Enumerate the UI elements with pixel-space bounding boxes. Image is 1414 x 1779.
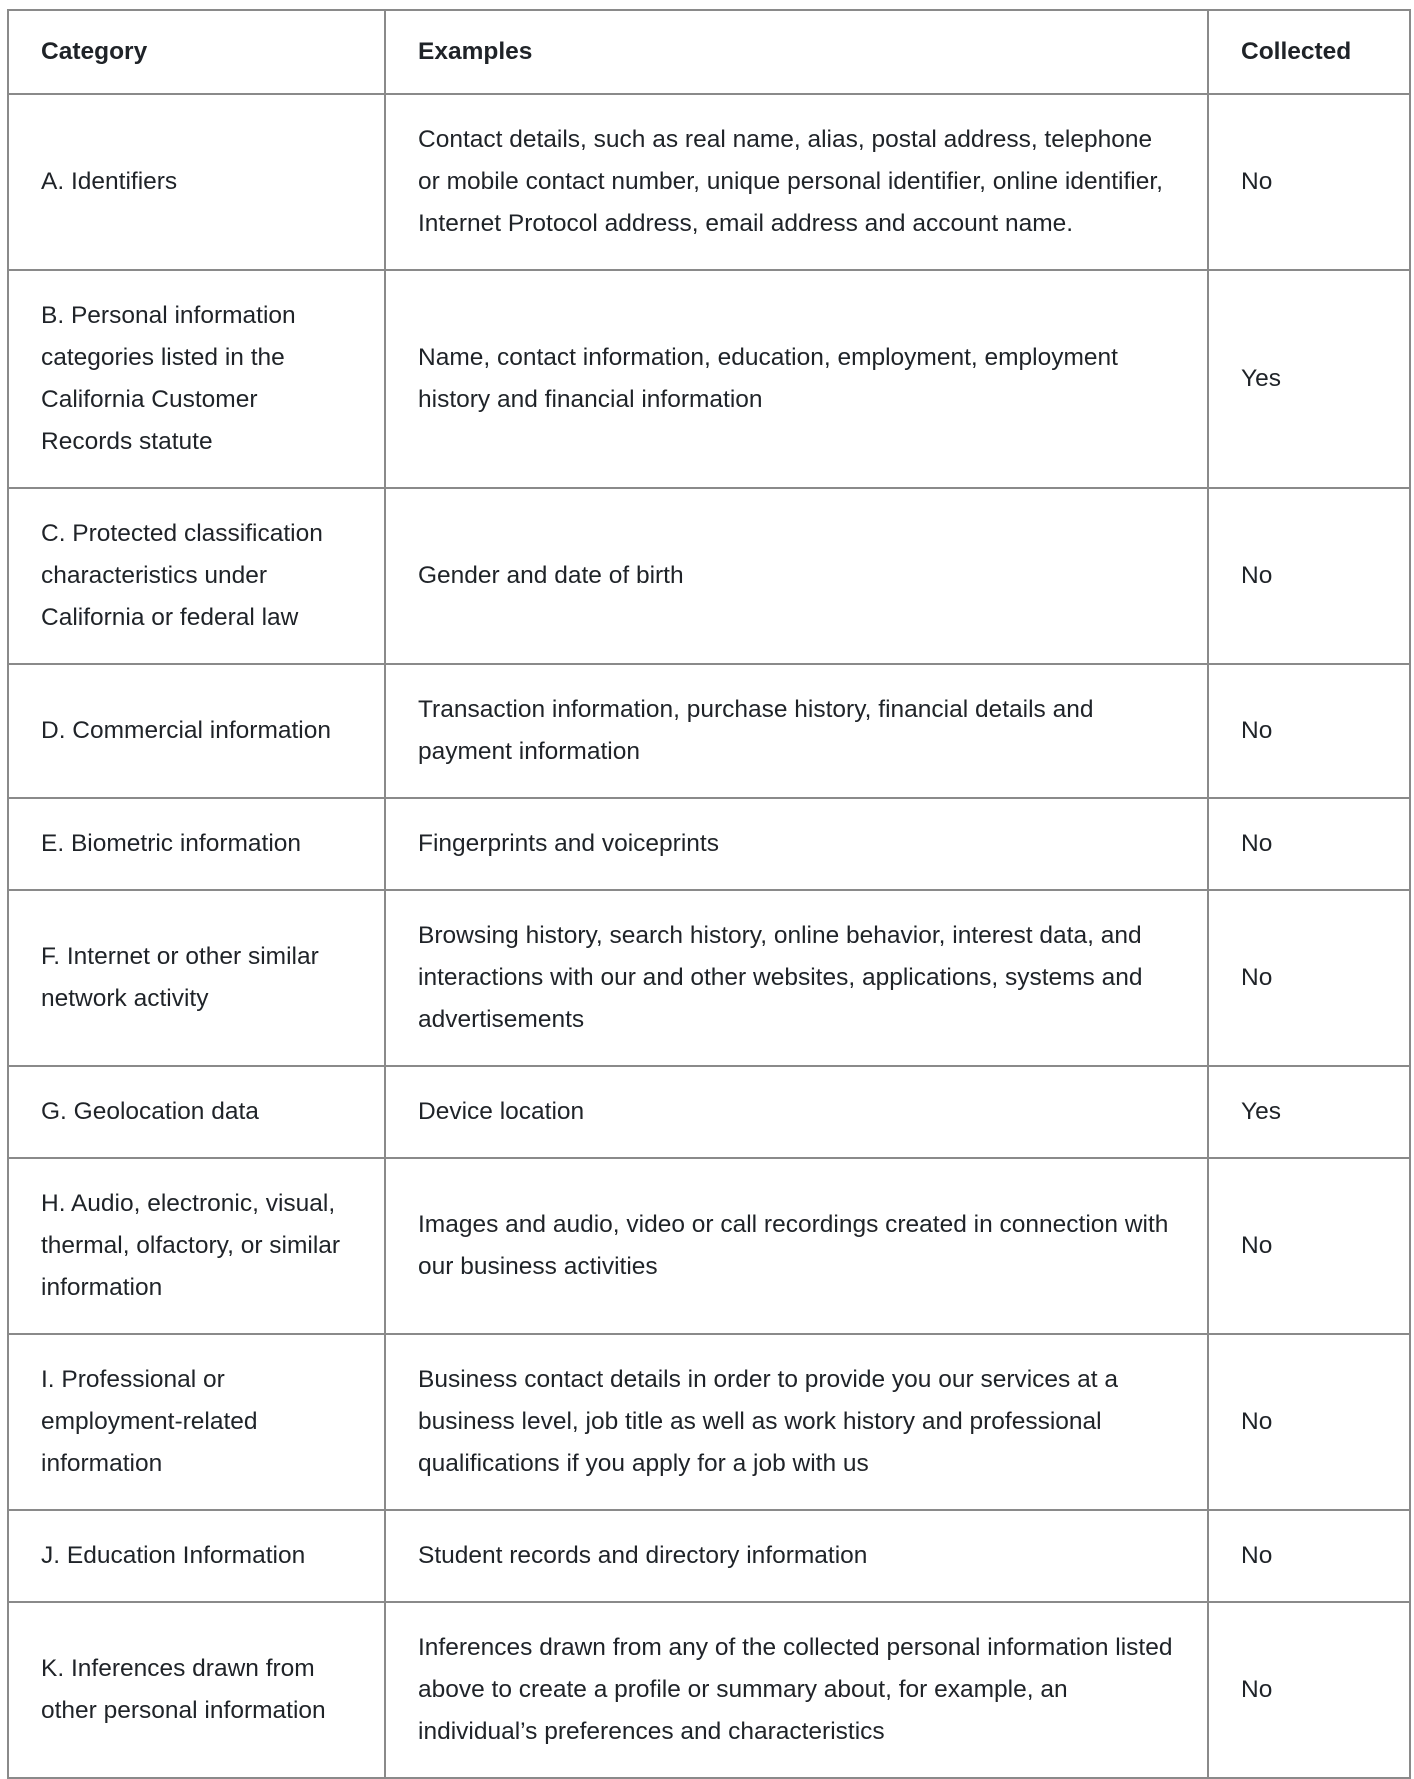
examples-cell: Device location — [385, 1066, 1208, 1158]
collected-cell: No — [1208, 798, 1410, 890]
examples-cell: Business contact details in order to provide you our services at a business level, job title as well as work history and professional qualifications if you apply for a job with us — [385, 1334, 1208, 1510]
category-cell: H. Audio, electronic, visual, thermal, olfactory, or similar information — [8, 1158, 385, 1334]
personal-info-categories-table — [7, 9, 1411, 1779]
table-row — [8, 664, 1410, 798]
examples-cell: Student records and directory information — [385, 1510, 1208, 1602]
examples-cell: Images and audio, video or call recordings created in connection with our business activities — [385, 1158, 1208, 1334]
table-row — [8, 1066, 1410, 1158]
collected-cell: No — [1208, 1510, 1410, 1602]
category-cell: B. Personal information categories listed in the California Customer Records statute — [8, 270, 385, 488]
category-cell: G. Geolocation data — [8, 1066, 385, 1158]
examples-cell: Transaction information, purchase history, financial details and payment information — [385, 664, 1208, 798]
table-row — [8, 1510, 1410, 1602]
personal-info-table-container — [7, 9, 1409, 1779]
category-cell: I. Professional or employment-related information — [8, 1334, 385, 1510]
table-row — [8, 94, 1410, 270]
collected-cell: No — [1208, 1334, 1410, 1510]
examples-cell: Fingerprints and voiceprints — [385, 798, 1208, 890]
category-cell: K. Inferences drawn from other personal information — [8, 1602, 385, 1778]
table-row — [8, 1158, 1410, 1334]
table-row — [8, 1334, 1410, 1510]
category-cell: E. Biometric information — [8, 798, 385, 890]
collected-cell: No — [1208, 94, 1410, 270]
category-cell: F. Internet or other similar network activity — [8, 890, 385, 1066]
category-cell: D. Commercial information — [8, 664, 385, 798]
collected-cell: Yes — [1208, 1066, 1410, 1158]
category-cell: A. Identifiers — [8, 94, 385, 270]
category-cell: C. Protected classification characteristics under California or federal law — [8, 488, 385, 664]
collected-cell: No — [1208, 1602, 1410, 1778]
collected-cell: No — [1208, 664, 1410, 798]
category-cell: J. Education Information — [8, 1510, 385, 1602]
table-header-row — [8, 10, 1410, 94]
collected-cell: Yes — [1208, 270, 1410, 488]
header-collected: Collected — [1208, 10, 1410, 94]
table-row — [8, 488, 1410, 664]
collected-cell: No — [1208, 488, 1410, 664]
table-row — [8, 798, 1410, 890]
examples-cell: Browsing history, search history, online behavior, interest data, and interactions with our and other websites, applications, systems and advertisements — [385, 890, 1208, 1066]
header-category: Category — [8, 10, 385, 94]
examples-cell: Inferences drawn from any of the collected personal information listed above to create a profile or summary about, for example, an individual’s preferences and characteristics — [385, 1602, 1208, 1778]
examples-cell: Contact details, such as real name, alias, postal address, telephone or mobile contact number, unique personal identifier, online identifier, Internet Protocol address, email address and account name. — [385, 94, 1208, 270]
table-row — [8, 270, 1410, 488]
table-row — [8, 1602, 1410, 1778]
examples-cell: Gender and date of birth — [385, 488, 1208, 664]
header-examples: Examples — [385, 10, 1208, 94]
collected-cell: No — [1208, 1158, 1410, 1334]
examples-cell: Name, contact information, education, employment, employment history and financial information — [385, 270, 1208, 488]
table-row — [8, 890, 1410, 1066]
collected-cell: No — [1208, 890, 1410, 1066]
